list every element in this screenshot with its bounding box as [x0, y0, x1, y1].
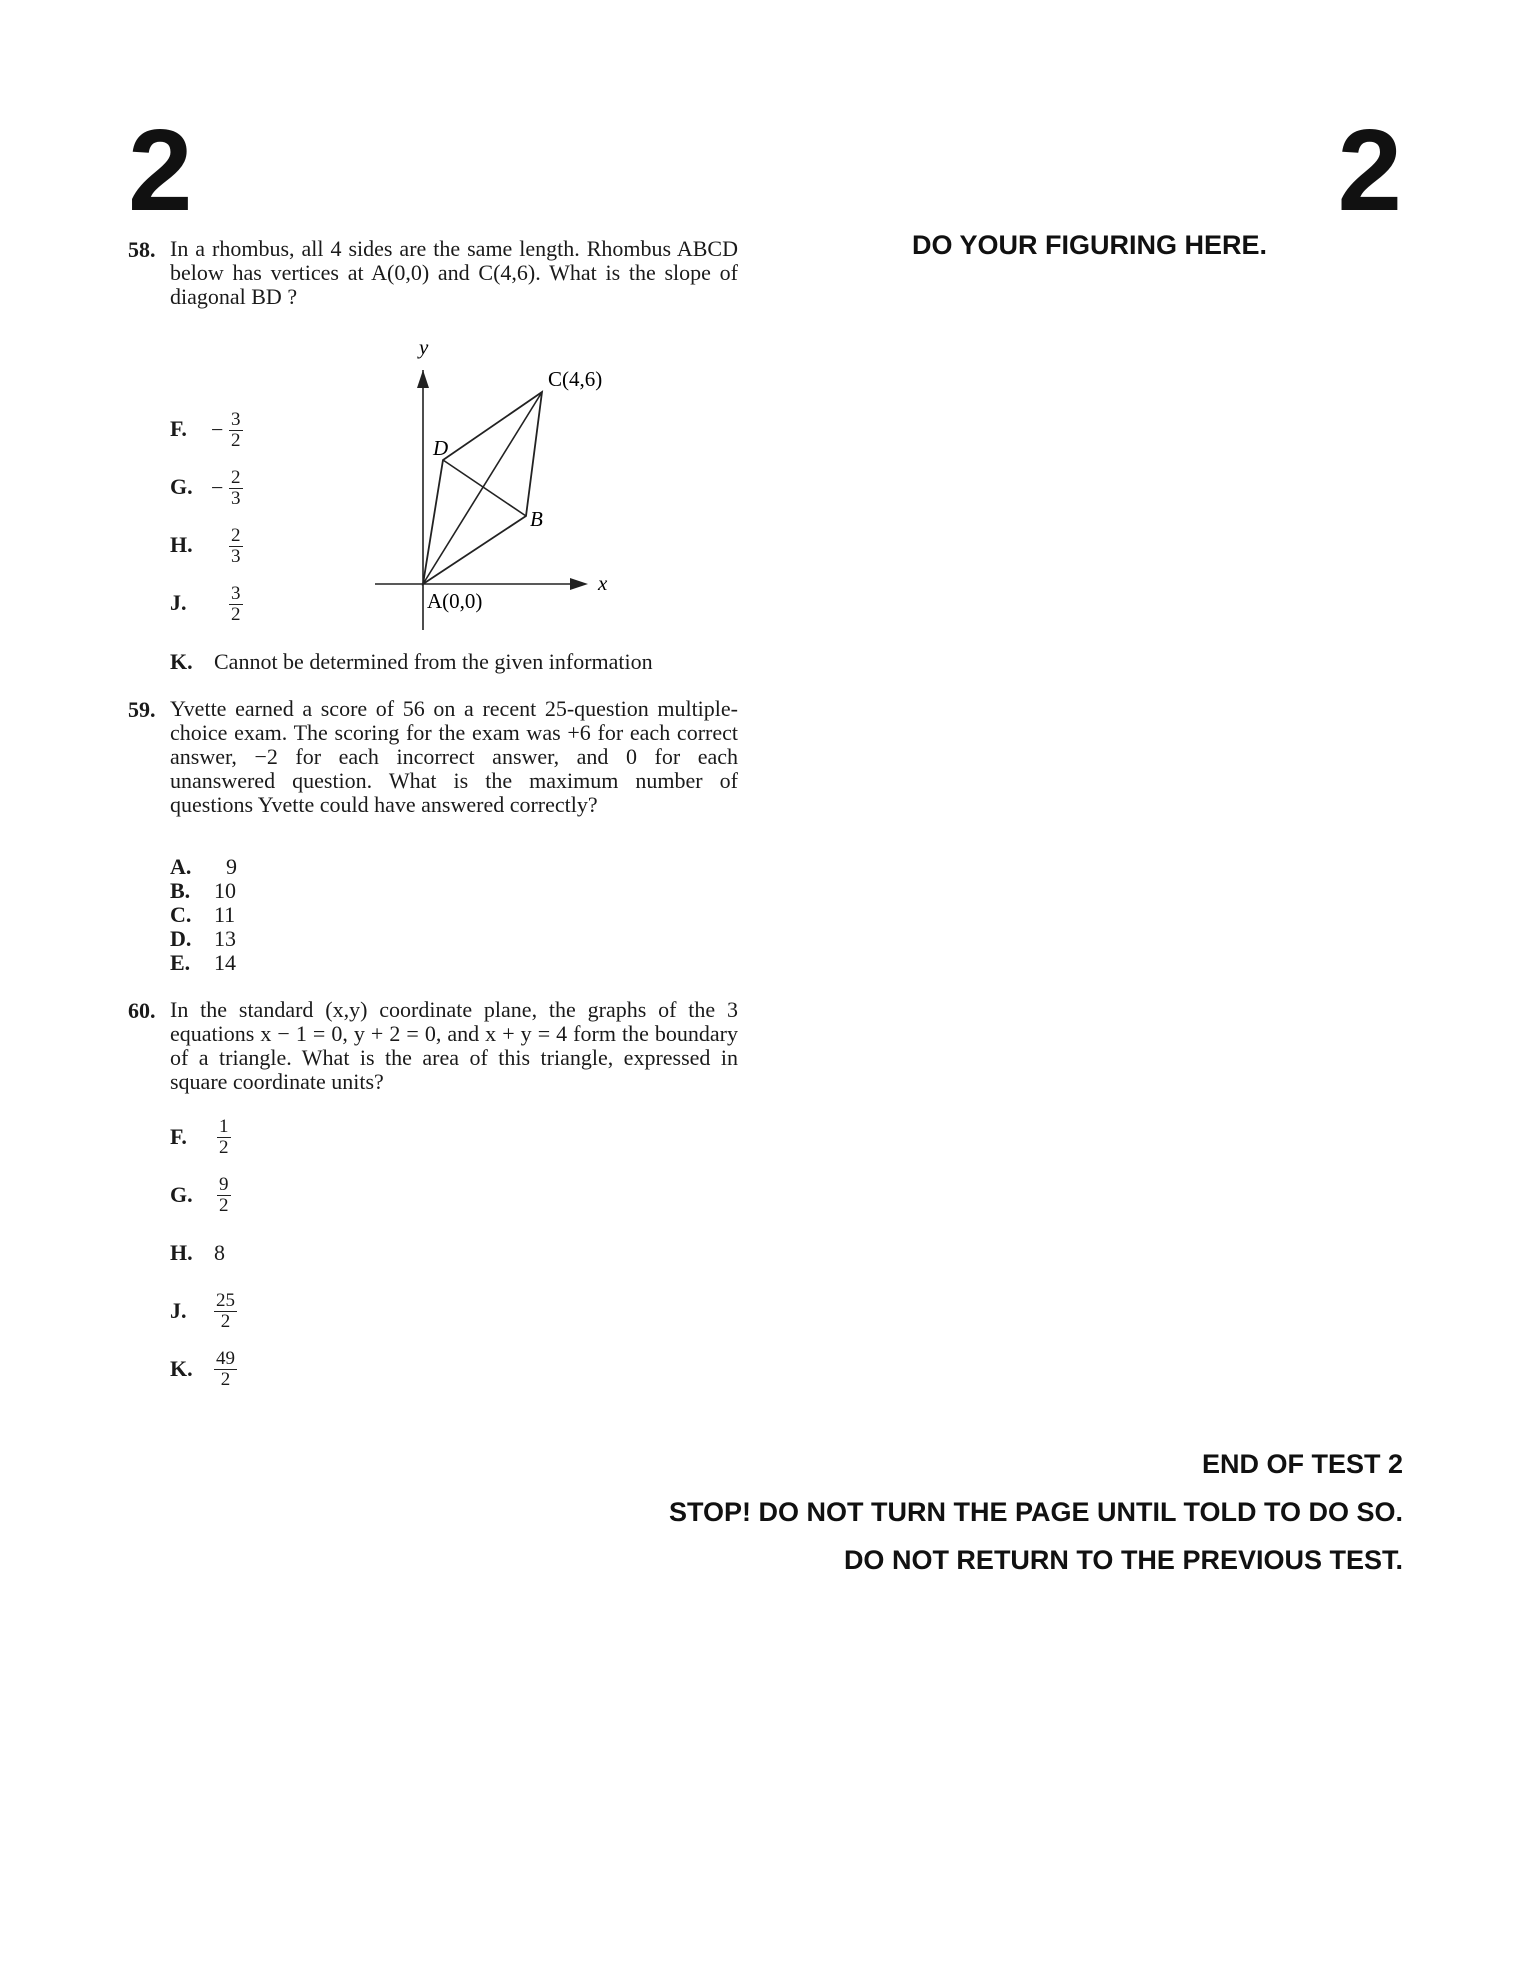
option-value: 11 [214, 902, 236, 927]
denominator: 2 [231, 430, 241, 451]
question-59-number: 59. [128, 697, 156, 722]
denominator: 2 [220, 1369, 231, 1390]
option-value: 9 [226, 854, 237, 879]
point-b-label: B [530, 507, 543, 531]
q58-option-j[interactable] [170, 590, 214, 616]
rhombus-figure [360, 330, 630, 640]
option-label: G. [170, 1182, 193, 1207]
option-value: 10 [214, 878, 236, 903]
denominator: 2 [220, 1311, 231, 1332]
option-label: C. [170, 902, 192, 927]
denominator: 2 [219, 1137, 229, 1158]
option-label: F. [170, 1124, 187, 1149]
y-axis-label: y [419, 335, 429, 359]
numerator: 1 [219, 1116, 229, 1137]
diagonal-bd [443, 460, 526, 516]
question-58-text: In a rhombus, all 4 sides are the same length. Rhombus ABCD below has vertices at A(0,0) and C(4,6). What is the slope of diagonal BD ? [170, 236, 738, 309]
fraction [229, 468, 243, 509]
denominator: 2 [219, 1195, 229, 1216]
x-axis-arrow [570, 578, 588, 590]
option-label: G. [170, 474, 193, 499]
figuring-instruction: DO YOUR FIGURING HERE. [912, 230, 1268, 260]
option-label: J. [170, 590, 187, 615]
q58-option-h[interactable] [170, 532, 214, 558]
y-axis-arrow [417, 370, 429, 388]
q59-option-e[interactable] [170, 950, 236, 976]
fraction [217, 1175, 231, 1216]
option-label: A. [170, 854, 192, 879]
option-label: E. [170, 950, 191, 975]
diagonal-ac [423, 392, 542, 584]
numerator: 25 [216, 1290, 235, 1311]
fraction [229, 410, 243, 451]
option-value: 8 [214, 1240, 225, 1265]
numerator: 2 [231, 467, 241, 488]
fraction [217, 1117, 231, 1158]
option-label: H. [170, 1240, 193, 1265]
q60-option-j[interactable] [170, 1298, 214, 1324]
no-return-instruction: DO NOT RETURN TO THE PREVIOUS TEST. [843, 1545, 1403, 1575]
point-d-label: D [433, 436, 449, 460]
q59-option-b[interactable] [170, 878, 236, 904]
point-c-label: C(4,6) [548, 367, 603, 391]
q58-option-f[interactable] [170, 416, 214, 442]
question-60-number: 60. [128, 998, 156, 1023]
denominator: 2 [231, 604, 241, 625]
denominator: 3 [231, 546, 241, 567]
q59-option-c[interactable] [170, 902, 235, 928]
question-59-text: Yvette earned a score of 56 on a recent 25-question multiple-choice exam. The scoring for the exam was +6 for each correct answer, −2 for each incorrect answer, and 0 for each unanswered question. What is the maximum number of questions Yvette could have answered correctly? [170, 696, 738, 817]
q58-option-k[interactable] [170, 649, 653, 675]
minus-sign: − [211, 417, 224, 442]
option-label: K. [170, 1356, 193, 1381]
section-number-right: 2 [1337, 105, 1402, 235]
question-60-text: In the standard (x,y) coordinate plane, the graphs of the 3 equations x − 1 = 0, y + 2 = 0, and x + y = 4 form the boundary of a triangle. What is the area of this triangle, expressed in square coordinate units? [170, 997, 738, 1094]
q60-option-k[interactable] [170, 1356, 214, 1382]
fraction [229, 526, 243, 567]
numerator: 2 [231, 525, 241, 546]
option-label: D. [170, 926, 192, 951]
q60-option-h[interactable] [170, 1240, 225, 1266]
numerator: 49 [216, 1348, 235, 1369]
section-number-left: 2 [128, 105, 193, 235]
fraction [214, 1349, 237, 1390]
option-label: F. [170, 416, 187, 441]
q60-option-g[interactable] [170, 1182, 214, 1208]
option-label: J. [170, 1298, 187, 1323]
denominator: 3 [231, 488, 241, 509]
q58-option-g[interactable] [170, 474, 214, 500]
fraction [229, 584, 243, 625]
minus-sign: − [211, 475, 224, 500]
q59-option-d[interactable] [170, 926, 236, 952]
numerator: 3 [231, 409, 241, 430]
option-label: K. [170, 649, 193, 674]
end-of-test: END OF TEST 2 [1201, 1449, 1403, 1479]
option-label: H. [170, 532, 193, 557]
numerator: 9 [219, 1174, 229, 1195]
q60-option-f[interactable] [170, 1124, 214, 1150]
q59-option-a[interactable] [170, 854, 237, 880]
option-value: 14 [214, 950, 236, 975]
option-text: Cannot be determined from the given information [214, 649, 653, 674]
option-label: B. [170, 878, 191, 903]
x-axis-label: x [598, 571, 608, 595]
numerator: 3 [231, 583, 241, 604]
option-value: 13 [214, 926, 236, 951]
stop-instruction: STOP! DO NOT TURN THE PAGE UNTIL TOLD TO DO SO. [668, 1497, 1403, 1527]
fraction [214, 1291, 237, 1332]
point-a-label: A(0,0) [427, 589, 483, 613]
question-58-number: 58. [128, 237, 156, 262]
